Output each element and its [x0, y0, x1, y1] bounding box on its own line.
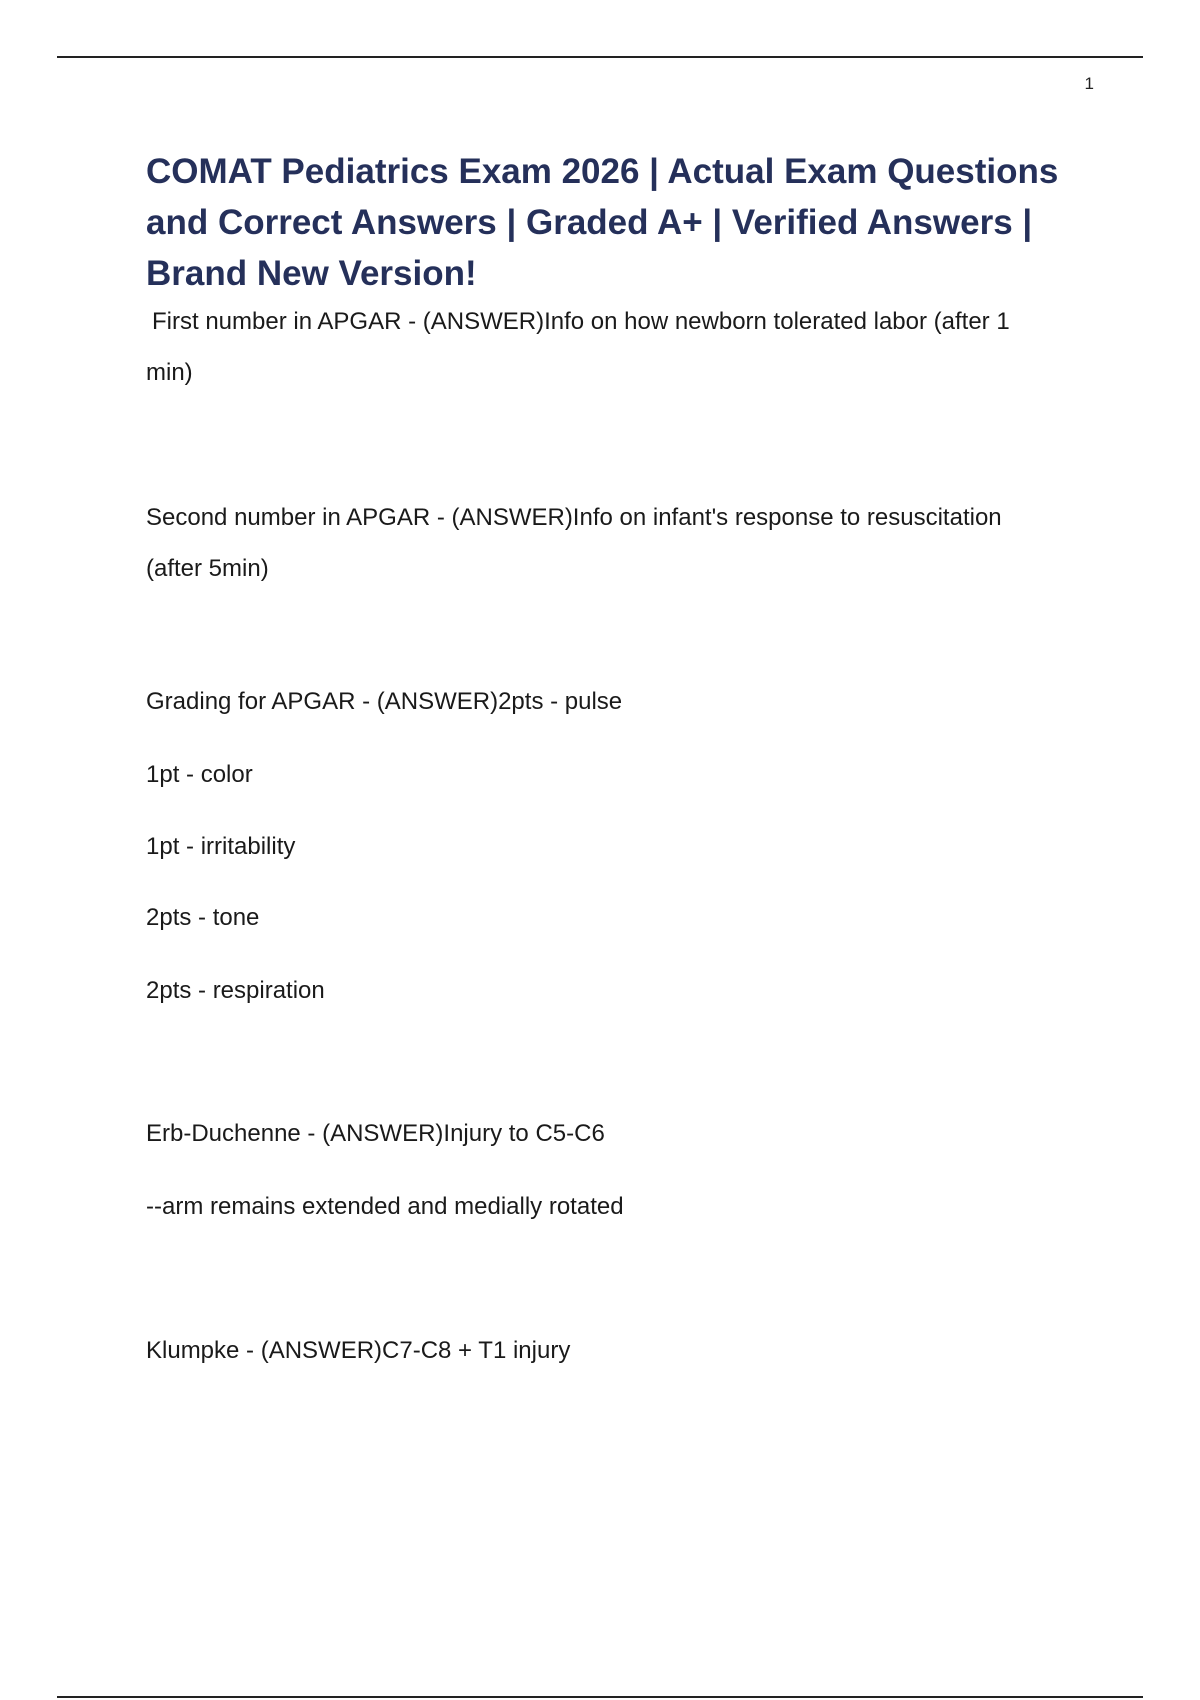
qa-entry-line: 2pts - tone — [146, 904, 260, 931]
page-number: 1 — [1084, 74, 1094, 93]
qa-entry-line: First number in APGAR - (ANSWER)Info on how newborn tolerated labor (after 1 — [152, 308, 1010, 335]
document-title: COMAT Pediatrics Exam 2026 | Actual Exam Questions and Correct Answers | Graded A+ | Verified Answers | Brand New Version! — [146, 152, 1059, 293]
footer-rule — [57, 1696, 1143, 1698]
qa-entry-first-apgar — [146, 296, 1102, 398]
qa-entry-erb-duchenne: Erb-Duchenne - (ANSWER)Injury to C5-C6 — [146, 1120, 605, 1147]
qa-entry-line: min) — [146, 359, 193, 386]
qa-entry-line: Second number in APGAR - (ANSWER)Info on infant's response to resuscitation — [146, 504, 1002, 531]
qa-entry-line: 2pts - respiration — [146, 977, 325, 1004]
qa-entry-line: (after 5min) — [146, 555, 269, 582]
qa-entry-line: 1pt - color — [146, 761, 253, 788]
qa-entry-line: --arm remains extended and medially rotated — [146, 1193, 624, 1220]
qa-entry-klumpke: Klumpke - (ANSWER)C7-C8 + T1 injury — [146, 1337, 571, 1364]
qa-entry-line: 1pt - irritability — [146, 833, 296, 860]
header-rule — [57, 56, 1143, 58]
qa-entry-second-apgar — [146, 492, 1096, 594]
qa-entry-apgar-grading: Grading for APGAR - (ANSWER)2pts - pulse — [146, 688, 623, 715]
